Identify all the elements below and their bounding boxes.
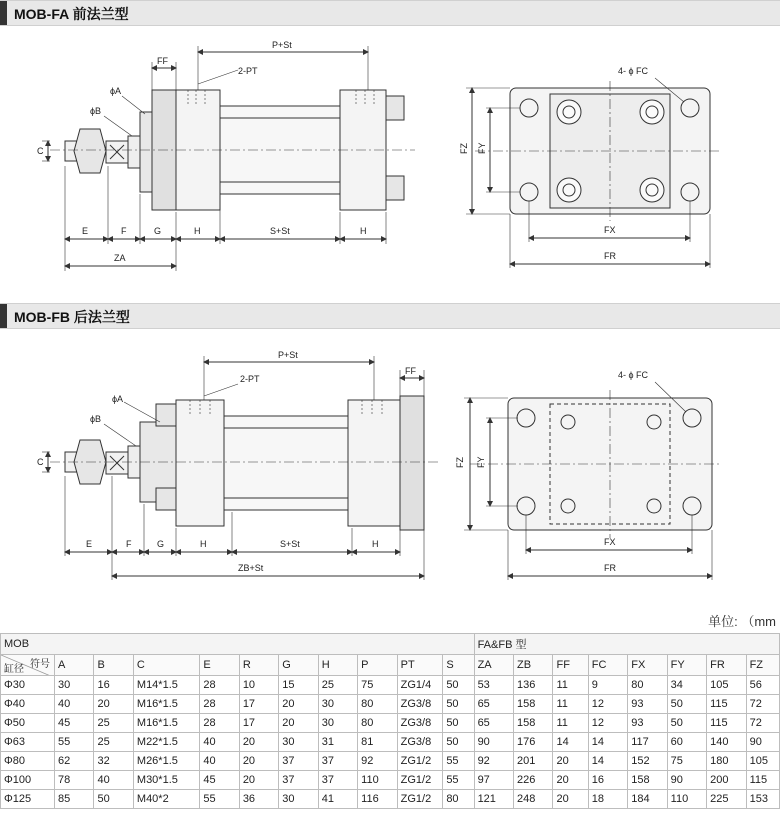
fa-label-phib: ϕB <box>90 106 102 116</box>
table-cell: 50 <box>94 790 133 809</box>
table-cell: 41 <box>318 790 357 809</box>
table-cell: 50 <box>667 714 706 733</box>
fb-label-fx: FX <box>604 537 616 547</box>
table-cell: 37 <box>318 771 357 790</box>
table-bore-cell: Φ30 <box>1 676 55 695</box>
table-column-header: B <box>94 655 133 676</box>
table-bore-cell: Φ50 <box>1 714 55 733</box>
table-column-header: ZA <box>474 655 513 676</box>
table-row <box>1 733 780 752</box>
table-column-header: G <box>279 655 318 676</box>
table-column-header: FF <box>553 655 588 676</box>
table-cell: 20 <box>279 695 318 714</box>
table-cell: 25 <box>94 714 133 733</box>
table-cell: 80 <box>358 714 397 733</box>
table-cell: 28 <box>200 676 239 695</box>
table-cell: 37 <box>318 752 357 771</box>
table-cell: 50 <box>667 695 706 714</box>
table-cell: 93 <box>628 695 667 714</box>
unit-label: 单位: （mm <box>708 614 776 629</box>
table-column-header: E <box>200 655 239 676</box>
table-row <box>1 714 780 733</box>
table-cell: 14 <box>588 752 627 771</box>
table-cell: 72 <box>746 695 779 714</box>
table-cell: 34 <box>667 676 706 695</box>
header-accent-bar <box>0 304 7 328</box>
fa-label-g: G <box>154 226 162 236</box>
fb-label-h2: H <box>372 539 379 549</box>
table-cell: 20 <box>94 695 133 714</box>
table-cell: M40*2 <box>133 790 199 809</box>
table-row <box>1 676 780 695</box>
section-title-fb: MOB-FB 后法兰型 <box>14 309 130 325</box>
fa-label-za: ZA <box>114 253 126 263</box>
table-cell: 30 <box>279 733 318 752</box>
table-cell: 40 <box>94 771 133 790</box>
table-cell: M16*1.5 <box>133 714 199 733</box>
table-group-mob: MOB <box>1 634 475 655</box>
table-column-header: A <box>55 655 94 676</box>
table-cell: 50 <box>443 733 474 752</box>
section-title-fa: MOB-FA 前法兰型 <box>14 6 129 22</box>
table-cell: 225 <box>707 790 746 809</box>
table-cell: 25 <box>94 733 133 752</box>
table-cell: 200 <box>707 771 746 790</box>
table-cell: 16 <box>588 771 627 790</box>
table-bore-cell: Φ40 <box>1 695 55 714</box>
fa-label-h1: H <box>194 226 201 236</box>
table-cell: ZG1/2 <box>397 752 443 771</box>
table-cell: 78 <box>55 771 94 790</box>
table-cell: 30 <box>318 695 357 714</box>
fb-label-ff: FF <box>405 366 416 376</box>
table-cell: 53 <box>474 676 513 695</box>
table-cell: 121 <box>474 790 513 809</box>
table-row <box>1 752 780 771</box>
fa-label-e: E <box>82 226 89 236</box>
table-cell: 85 <box>55 790 94 809</box>
fb-label-g: G <box>157 539 165 549</box>
table-cell: 115 <box>746 771 779 790</box>
table-cell: 90 <box>474 733 513 752</box>
table-cell: 115 <box>707 695 746 714</box>
table-cell: 50 <box>443 714 474 733</box>
table-cell: 20 <box>239 752 278 771</box>
table-cell: 55 <box>200 790 239 809</box>
table-cell: 136 <box>514 676 553 695</box>
table-cell: 40 <box>55 695 94 714</box>
table-column-header: PT <box>397 655 443 676</box>
table-cell: 55 <box>443 771 474 790</box>
table-column-header: FR <box>707 655 746 676</box>
fb-label-phia: ϕA <box>112 394 124 404</box>
fa-drawing <box>0 26 780 306</box>
table-row <box>1 695 780 714</box>
table-cell: 20 <box>553 752 588 771</box>
table-cell: 117 <box>628 733 667 752</box>
fa-label-fx: FX <box>604 225 616 235</box>
table-cell: 45 <box>200 771 239 790</box>
table-cell: 30 <box>318 714 357 733</box>
table-cell: 97 <box>474 771 513 790</box>
table-cell: M22*1.5 <box>133 733 199 752</box>
table-cell: 93 <box>628 714 667 733</box>
fa-label-phia: ϕA <box>110 86 122 96</box>
table-cell: 40 <box>200 733 239 752</box>
table-column-header: FC <box>588 655 627 676</box>
table-cell: 50 <box>443 695 474 714</box>
table-cell: 176 <box>514 733 553 752</box>
table-cell: 17 <box>239 714 278 733</box>
table-cell: 20 <box>553 771 588 790</box>
table-cell: 110 <box>358 771 397 790</box>
table-cell: 31 <box>318 733 357 752</box>
table-cell: 65 <box>474 695 513 714</box>
table-cell: 153 <box>746 790 779 809</box>
table-cell: 65 <box>474 714 513 733</box>
table-cell: 9 <box>588 676 627 695</box>
table-cell: 105 <box>746 752 779 771</box>
table-cell: 20 <box>239 733 278 752</box>
table-cell: M26*1.5 <box>133 752 199 771</box>
table-cell: 11 <box>553 695 588 714</box>
spec-table <box>0 633 780 809</box>
table-cell: 14 <box>553 733 588 752</box>
fa-label-fc: 4- ϕ FC <box>618 66 649 76</box>
table-group-fafb: FA&FB 型 <box>474 634 779 655</box>
table-cell: 37 <box>279 752 318 771</box>
table-cell: 110 <box>667 790 706 809</box>
table-cell: 14 <box>588 733 627 752</box>
table-cell: 11 <box>553 714 588 733</box>
table-cell: 90 <box>746 733 779 752</box>
table-cell: 81 <box>358 733 397 752</box>
table-cell: 30 <box>55 676 94 695</box>
table-cell: 37 <box>279 771 318 790</box>
fb-label-pst: P+St <box>278 350 298 360</box>
table-cell: 158 <box>628 771 667 790</box>
fb-label-fc: 4- ϕ FC <box>618 370 649 380</box>
fa-label-f: F <box>121 226 127 236</box>
section-header-fa <box>0 0 780 26</box>
fb-label-sst: S+St <box>280 539 300 549</box>
table-row <box>1 790 780 809</box>
table-cell: 158 <box>514 695 553 714</box>
table-cell: ZG3/8 <box>397 714 443 733</box>
fa-label-h2: H <box>360 226 367 236</box>
corner-symbol-label: 符号 <box>30 659 50 670</box>
fa-label-c: C <box>37 146 44 156</box>
fa-label-fr: FR <box>604 251 616 261</box>
table-cell: 115 <box>707 714 746 733</box>
table-column-header: H <box>318 655 357 676</box>
table-cell: 152 <box>628 752 667 771</box>
table-column-header: ZB <box>514 655 553 676</box>
table-column-header: FY <box>667 655 706 676</box>
fb-label-e: E <box>86 539 93 549</box>
fb-side-view <box>42 356 440 580</box>
table-cell: 116 <box>358 790 397 809</box>
table-cell: 92 <box>358 752 397 771</box>
table-cell: M30*1.5 <box>133 771 199 790</box>
table-cell: 17 <box>239 695 278 714</box>
table-cell: 16 <box>94 676 133 695</box>
table-cell: 55 <box>443 752 474 771</box>
table-cell: 75 <box>358 676 397 695</box>
table-cell: 60 <box>667 733 706 752</box>
table-cell: 105 <box>707 676 746 695</box>
table-cell: 32 <box>94 752 133 771</box>
table-cell: ZG1/2 <box>397 790 443 809</box>
fb-label-c: C <box>37 457 44 467</box>
table-bore-cell: Φ63 <box>1 733 55 752</box>
table-cell: 15 <box>279 676 318 695</box>
table-cell: M16*1.5 <box>133 695 199 714</box>
table-cell: 140 <box>707 733 746 752</box>
fa-label-pt: 2-PT <box>238 66 258 76</box>
table-cell: ZG3/8 <box>397 695 443 714</box>
table-cell: 180 <box>707 752 746 771</box>
table-cell: ZG1/2 <box>397 771 443 790</box>
table-cell: 28 <box>200 714 239 733</box>
fa-label-fy: FY <box>477 142 487 154</box>
table-column-header: FX <box>628 655 667 676</box>
table-cell: M14*1.5 <box>133 676 199 695</box>
table-row <box>1 771 780 790</box>
section-header-fb <box>0 303 780 329</box>
table-cell: 80 <box>628 676 667 695</box>
table-column-header: P <box>358 655 397 676</box>
table-cell: 75 <box>667 752 706 771</box>
table-corner-cell <box>1 655 55 676</box>
fb-label-phib: ϕB <box>90 414 102 424</box>
corner-bore-label: 缸径 <box>4 664 24 675</box>
table-cell: 80 <box>358 695 397 714</box>
fa-side-view <box>42 46 415 271</box>
table-cell: 20 <box>239 771 278 790</box>
table-cell: 45 <box>55 714 94 733</box>
table-cell: 18 <box>588 790 627 809</box>
table-cell: 226 <box>514 771 553 790</box>
table-cell: 55 <box>55 733 94 752</box>
table-cell: ZG1/4 <box>397 676 443 695</box>
fb-label-fy: FY <box>476 456 486 468</box>
header-accent-bar <box>0 1 7 25</box>
table-cell: 184 <box>628 790 667 809</box>
fb-label-pt: 2-PT <box>240 374 260 384</box>
table-cell: 12 <box>588 714 627 733</box>
fa-label-fz: FZ <box>459 143 469 154</box>
table-cell: 72 <box>746 714 779 733</box>
fb-label-h1: H <box>200 539 207 549</box>
fa-label-ff: FF <box>157 56 168 66</box>
table-bore-cell: Φ80 <box>1 752 55 771</box>
table-cell: ZG3/8 <box>397 733 443 752</box>
table-column-header: S <box>443 655 474 676</box>
fa-label-pst: P+St <box>272 40 292 50</box>
table-cell: 25 <box>318 676 357 695</box>
table-cell: 20 <box>553 790 588 809</box>
table-bore-cell: Φ125 <box>1 790 55 809</box>
table-cell: 92 <box>474 752 513 771</box>
table-cell: 11 <box>553 676 588 695</box>
table-cell: 56 <box>746 676 779 695</box>
fb-drawing <box>0 330 780 610</box>
table-cell: 50 <box>443 676 474 695</box>
table-column-header: FZ <box>746 655 779 676</box>
table-cell: 80 <box>443 790 474 809</box>
table-cell: 28 <box>200 695 239 714</box>
table-column-header: R <box>239 655 278 676</box>
table-cell: 62 <box>55 752 94 771</box>
table-cell: 158 <box>514 714 553 733</box>
table-cell: 12 <box>588 695 627 714</box>
table-cell: 40 <box>200 752 239 771</box>
table-cell: 30 <box>279 790 318 809</box>
fb-label-fz: FZ <box>455 457 465 468</box>
table-cell: 20 <box>279 714 318 733</box>
table-cell: 248 <box>514 790 553 809</box>
table-cell: 10 <box>239 676 278 695</box>
fb-front-view <box>464 382 720 580</box>
fa-label-sst: S+St <box>270 226 290 236</box>
fb-label-fr: FR <box>604 563 616 573</box>
fb-label-f: F <box>126 539 132 549</box>
table-cell: 201 <box>514 752 553 771</box>
table-cell: 36 <box>239 790 278 809</box>
fb-label-zbst: ZB+St <box>238 563 264 573</box>
table-bore-cell: Φ100 <box>1 771 55 790</box>
table-cell: 90 <box>667 771 706 790</box>
table-column-header: C <box>133 655 199 676</box>
fa-front-view <box>466 78 720 268</box>
